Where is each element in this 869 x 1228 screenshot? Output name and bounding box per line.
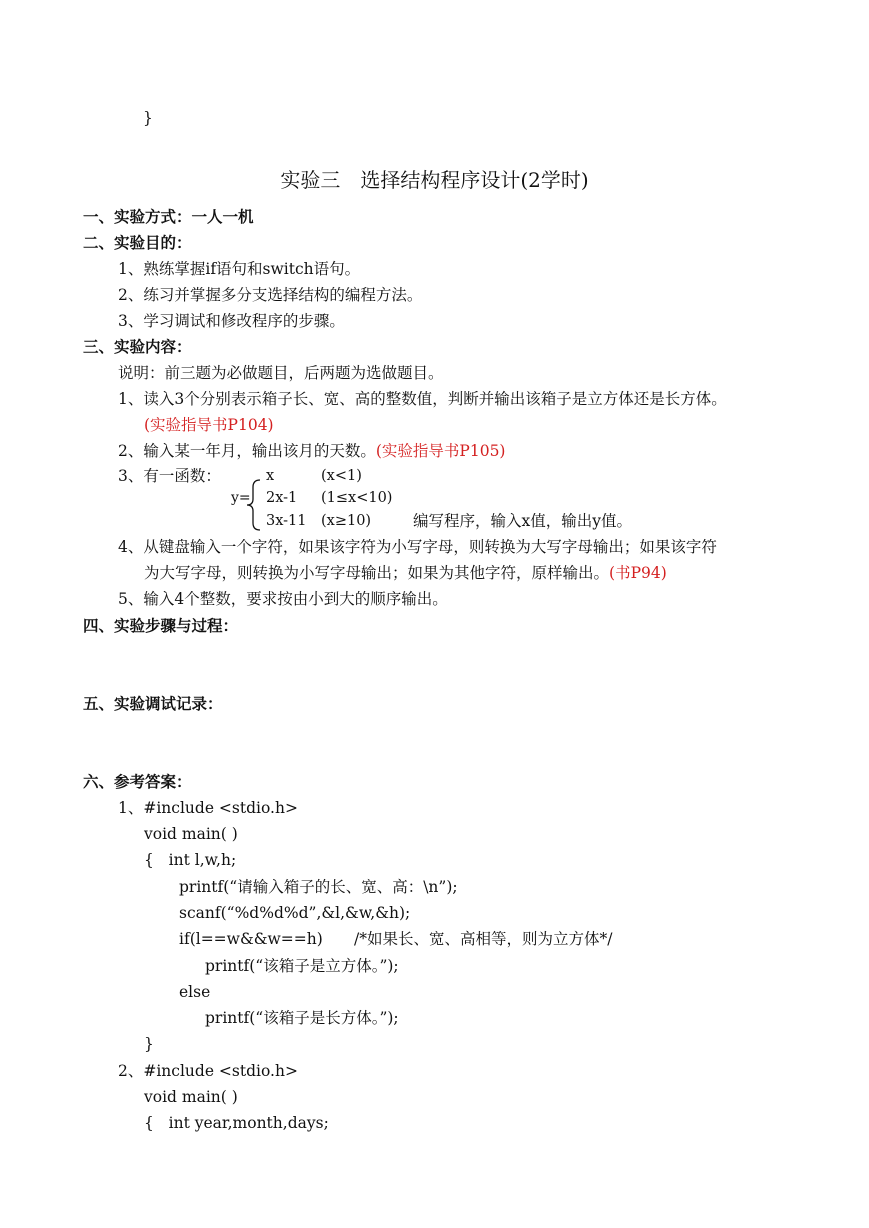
- code-1-comment: /*如果长、宽、高相等，则为立方体*/: [354, 930, 613, 948]
- code-2-line-1: 2、#include <stdio.h>: [118, 1062, 298, 1080]
- note: 说明：前三题为必做题目，后两题为选做题目。: [118, 364, 444, 382]
- question-1-ref: (实验指导书P104): [144, 416, 274, 434]
- func-case-3-cond: (x≥10): [321, 513, 372, 529]
- question-4-line-2: [144, 563, 667, 583]
- question-2-ref: (实验指导书P105): [375, 442, 506, 460]
- code-1-line-9: printf(“该箱子是长方体。”);: [205, 1009, 399, 1027]
- section-2-heading: 二、实验目的：: [83, 234, 192, 252]
- code-1-line-1: 1、#include <stdio.h>: [118, 799, 298, 817]
- code-2-line-2: void main( ): [144, 1088, 238, 1106]
- func-case-1-cond: (x<1): [321, 468, 362, 484]
- section-6-heading: 六、参考答案：: [83, 773, 192, 791]
- question-4-ref: (书P94): [609, 564, 667, 582]
- section-4-heading: 四、实验步骤与过程：: [83, 617, 239, 635]
- goal-1: 1、熟练掌握if语句和switch语句。: [118, 260, 361, 278]
- closing-brace: }: [143, 109, 153, 127]
- question-3: 3、有一函数：: [118, 467, 221, 485]
- func-case-1-expr: x: [266, 468, 275, 484]
- page-title: 实验三 选择结构程序设计(2学时): [280, 168, 589, 192]
- question-2-text: 2、输入某一年月，输出该月的天数。: [118, 442, 376, 460]
- code-1-line-2: void main( ): [144, 825, 238, 843]
- question-4-line-1: 4、从键盘输入一个字符，如果该字符为小写字母，则转换为大写字母输出；如果该字符: [118, 538, 717, 556]
- func-case-2-expr: 2x-1: [266, 490, 298, 506]
- code-1-line-5: scanf(“%d%d%d”,&l,&w,&h);: [179, 904, 411, 922]
- section-5-heading: 五、实验调试记录：: [83, 695, 223, 713]
- curly-brace-icon: [244, 479, 264, 531]
- section-3-heading: 三、实验内容：: [83, 338, 192, 356]
- func-case-3-expr: 3x-11: [266, 513, 307, 529]
- func-y-label: y=: [231, 490, 251, 506]
- question-2: [118, 441, 505, 461]
- code-2-line-3: { int year,month,days;: [144, 1114, 329, 1132]
- code-1-line-7: printf(“该箱子是立方体。”);: [205, 957, 399, 975]
- func-case-2-cond: (1≤x<10): [321, 490, 393, 506]
- code-1-line-8: else: [179, 983, 211, 1001]
- goal-2: 2、练习并掌握多分支选择结构的编程方法。: [118, 286, 423, 304]
- code-1-line-6: if(l==w&&w==h): [179, 930, 323, 948]
- section-1-heading: 一、实验方式：一人一机: [83, 208, 254, 226]
- question-4-text: 为大写字母，则转换为小写字母输出；如果为其他字符，原样输出。: [144, 564, 610, 582]
- goal-3: 3、学习调试和修改程序的步骤。: [118, 312, 345, 330]
- question-1: 1、读入3个分别表示箱子长、宽、高的整数值，判断并输出该箱子是立方体还是长方体。: [118, 390, 727, 408]
- question-5: 5、输入4个整数，要求按由小到大的顺序输出。: [118, 590, 448, 608]
- question-3-tail: 编写程序，输入x值，输出y值。: [413, 512, 632, 530]
- code-1-line-4: printf(“请输入箱子的长、宽、高：\n”);: [179, 878, 458, 896]
- code-1-line-3: { int l,w,h;: [144, 851, 237, 869]
- code-1-line-10: }: [144, 1035, 154, 1053]
